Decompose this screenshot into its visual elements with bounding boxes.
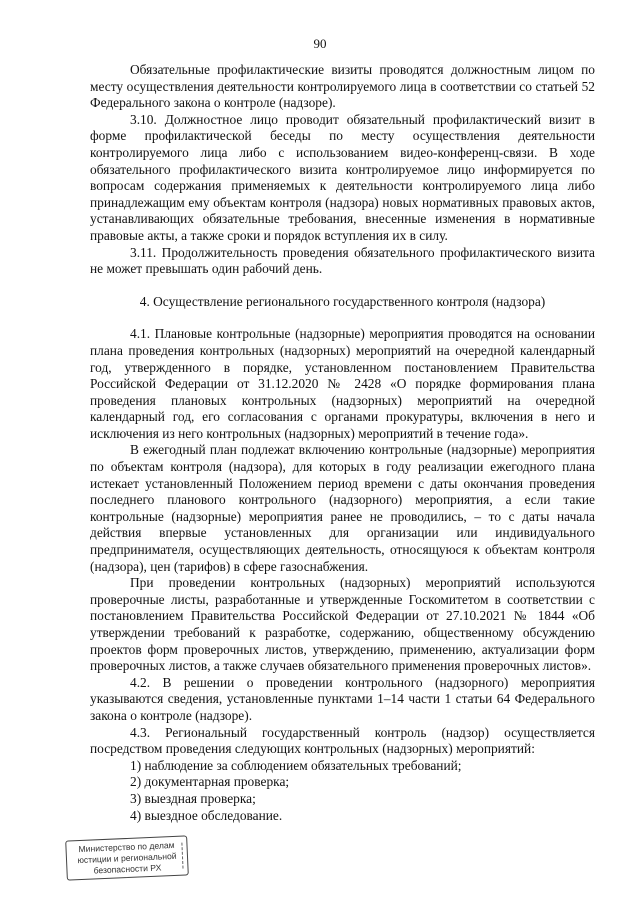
stamp-line: безопасности РХ	[93, 862, 162, 876]
stamp-bracket-mark	[177, 843, 183, 869]
paragraph-3-11: 3.11. Продолжительность проведения обязательного профилактического визита не может превышать один рабочий день.	[90, 244, 595, 277]
paragraph-4-1: 4.1. Плановые контрольные (надзорные) мероприятия проводятся на основании плана проведения контрольных (надзорных) мероприятий на очередной календарный год, утвержденного в порядке, установленном постановлением Правительства Российской Федерации от 31.12.2020 № 2428 «О порядке формирования плана проведения плановых контрольных (надзорных) мероприятий на очередной календарный год, его согласования с органами прокуратуры, включения в него и исключения из него контрольных (надзорных) мероприятий в течение года».	[90, 326, 595, 441]
stamp-line: юстиции и региональной	[77, 850, 177, 866]
paragraph-checklists: При проведении контрольных (надзорных) мероприятий используются проверочные листы, разработанные и утвержденные Госкомитетом в соответствии с постановлением Правительства Российской Федерации от 27.10.2021 № 1844 «Об утверждении требований к разработке, содержанию, общественному обсуждению проектов форм проверочных листов, утверждению, применению, актуализации форм проверочных листов, а также случаев обязательного применения проверочных листов».	[90, 575, 595, 674]
list-item: 4) выездное обследование.	[130, 807, 283, 823]
paragraph-4-3: 4.3. Региональный государственный контроль (надзор) осуществляется посредством проведения следующих контрольных (надзорных) мероприятий:	[90, 724, 595, 757]
list-item: 1) наблюдение за соблюдением обязательных требований;	[130, 757, 462, 773]
page-number: 90	[313, 36, 327, 51]
list-item: 3) выездная проверка;	[130, 790, 256, 806]
paragraph-visits-location: Обязательные профилактические визиты проводятся должностным лицом по месту осуществления деятельности контролируемого лица в соответствии со статьей 52 Федерального закона о контроле (надзоре).	[90, 62, 595, 111]
registration-stamp	[65, 835, 189, 880]
list-item: 2) документарная проверка;	[130, 774, 290, 790]
paragraph-4-2: 4.2. В решении о проведении контрольного (надзорного) мероприятия указываются сведения, установленные пунктами 1–14 части 1 статьи 64 Федерального закона о контроле (надзоре).	[90, 674, 595, 723]
paragraph-3-10: 3.10. Должностное лицо проводит обязательный профилактический визит в форме профилактической беседы по месту осуществления деятельности контролируемого лица либо с использованием видео-конференц-связи. В ходе обязательного профилактического визита контролируемое лицо информируется по вопросам содержания применяемых к деятельности контролируемого лица либо принадлежащим ему объектам контроля (надзора) новых нормативных правовых актов, устанавливающих обязательные требования, внесенные изменения в нормативные правовые акты, а также сроки и порядок вступления их в силу.	[90, 111, 595, 243]
paragraph-annual-plan: В ежегодный план подлежат включению контрольные (надзорные) мероприятия по объектам контроля (надзора), для которых в году реализации ежегодного плана истекает установленный Положением период времени с даты окончания проведения последнего планового контрольного (надзорного) мероприятия, а если такие контрольные (надзорные) мероприятия ранее не проводились, – то с даты начала действия впервые установленных для организации или индивидуального предпринимателя, осуществляющих деятельность, относящуюся к объектам контроля (надзора), цен (тарифов) в сфере газоснабжения.	[90, 442, 595, 574]
document-body	[90, 62, 595, 824]
stamp-line: Министерство по делам	[78, 839, 175, 855]
section-heading-4: 4. Осуществление регионального государственного контроля (надзора)	[139, 293, 546, 309]
